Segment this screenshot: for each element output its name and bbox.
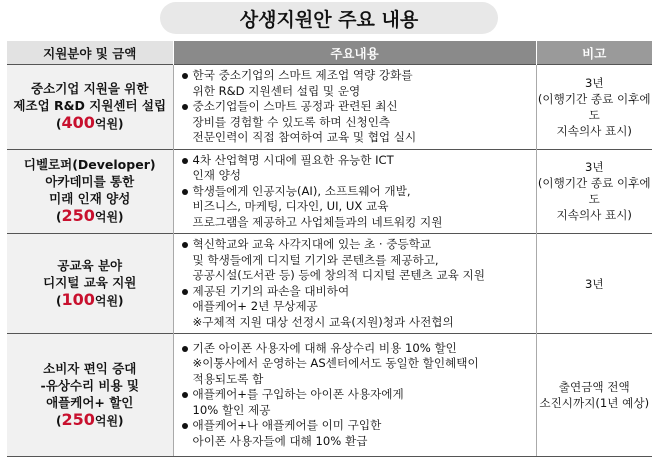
content-cell bbox=[173, 334, 536, 457]
area-cell bbox=[7, 334, 173, 457]
amount-number: 250 bbox=[61, 410, 95, 429]
table-row bbox=[7, 334, 652, 457]
table-row bbox=[7, 234, 652, 334]
header-content: 주요내용 bbox=[173, 41, 536, 65]
amount: (250억원) bbox=[55, 410, 124, 429]
table-row bbox=[7, 65, 652, 150]
sub-note: ※이통사에서 운영하는 AS센터에서도 동일한 할인혜택이 적용되도록 함 bbox=[192, 356, 479, 386]
table-row bbox=[7, 149, 652, 234]
amount-number: 250 bbox=[61, 206, 95, 226]
header-row bbox=[7, 41, 652, 65]
amount: (250억원) bbox=[55, 206, 124, 226]
header-note: 비고 bbox=[536, 41, 652, 65]
header-area: 지원분야 및 금액 bbox=[7, 41, 173, 65]
content-cell bbox=[173, 149, 536, 234]
note-cell bbox=[536, 334, 652, 457]
content-cell bbox=[173, 234, 536, 334]
amount: (100억원) bbox=[55, 290, 124, 309]
amount-unit: 억원 bbox=[94, 414, 119, 428]
amount-unit: 억원 bbox=[94, 117, 119, 132]
sub-note: ※구체적 지원 대상 선정시 교육(지원)청과 사전협의 bbox=[192, 314, 454, 329]
note-text: 3년 bbox=[584, 276, 604, 291]
amount-number: 100 bbox=[61, 290, 95, 309]
list-item: 4차 산업혁명 시대에 필요한 유능한 ICT 인재 양성 bbox=[180, 153, 532, 184]
note-cell bbox=[536, 234, 652, 334]
list-item: 기존 아이폰 사용자에 대해 유상수리 비용 10% 할인 bbox=[180, 341, 532, 357]
list-item: 애플케어+를 구입하는 아이폰 사용자에게 10% 할인 제공 bbox=[180, 387, 532, 418]
note-text: 출연금액 전액 소진시까지(1년 예상) bbox=[539, 380, 650, 410]
note-text: 3년 (이행기간 종료 이후에도 지속의사 표시) bbox=[537, 75, 651, 138]
content-cell bbox=[173, 65, 536, 150]
note-cell bbox=[536, 65, 652, 150]
area-cell bbox=[7, 65, 173, 150]
amount-unit: 억원 bbox=[94, 294, 119, 308]
area-cell bbox=[7, 234, 173, 334]
title-area bbox=[0, 0, 658, 40]
amount-unit: 억원 bbox=[94, 210, 119, 225]
area-cell bbox=[7, 149, 173, 234]
note-cell bbox=[536, 149, 652, 234]
list-item: 혁신학교와 교육 사각지대에 있는 초 · 중등학교 및 학생들에게 디지털 기기와 콘텐츠를 제공하고, 공공시설(도서관 등) 등에 창의적 디지털 콘텐츠 교육 지원 bbox=[180, 237, 532, 284]
area-label: 디벨로퍼(Developer) 아카데미를 통한 미래 인재 양성 bbox=[23, 157, 156, 207]
area-label: 공교육 분야 디지털 교육 지원 bbox=[43, 258, 137, 290]
area-label: 소비자 편익 증대 -유상수리 비용 및 애플케어+ 할인 bbox=[40, 361, 139, 410]
note-text: 3년 (이행기간 종료 이후에도 지속의사 표시) bbox=[537, 160, 651, 223]
amount-number: 400 bbox=[61, 113, 95, 133]
list-item: 학생들에게 인공지능(AI), 소프트웨어 개발, 비즈니스, 마케팅, 디자인, UI, UX 교육 프로그램을 제공하고 사업체들과의 네트워킹 지원 bbox=[180, 184, 532, 231]
list-item: 애플케어+나 애플케어를 이미 구입한 아이폰 사용자들에 대해 10% 환급 bbox=[180, 418, 532, 449]
page-title: 상생지원안 주요 내용 bbox=[160, 2, 498, 34]
list-item: 한국 중소기업의 스마트 제조업 역량 강화를 위한 R&D 지원센터 설립 및 운영 bbox=[180, 68, 532, 99]
amount: (400억원) bbox=[55, 113, 124, 133]
area-label: 중소기업 지원을 위한 제조업 R&D 지원센터 설립 bbox=[13, 81, 167, 114]
list-item: 제공된 기기의 파손을 대비하여 애플케어+ 2년 무상제공 bbox=[180, 284, 532, 315]
support-table bbox=[7, 41, 652, 457]
list-item: 중소기업들이 스마트 공정과 관련된 최신 장비를 경험할 수 있도록 하며 신청인측 전문인력이 직접 참여하여 교육 및 협업 실시 bbox=[180, 99, 532, 146]
